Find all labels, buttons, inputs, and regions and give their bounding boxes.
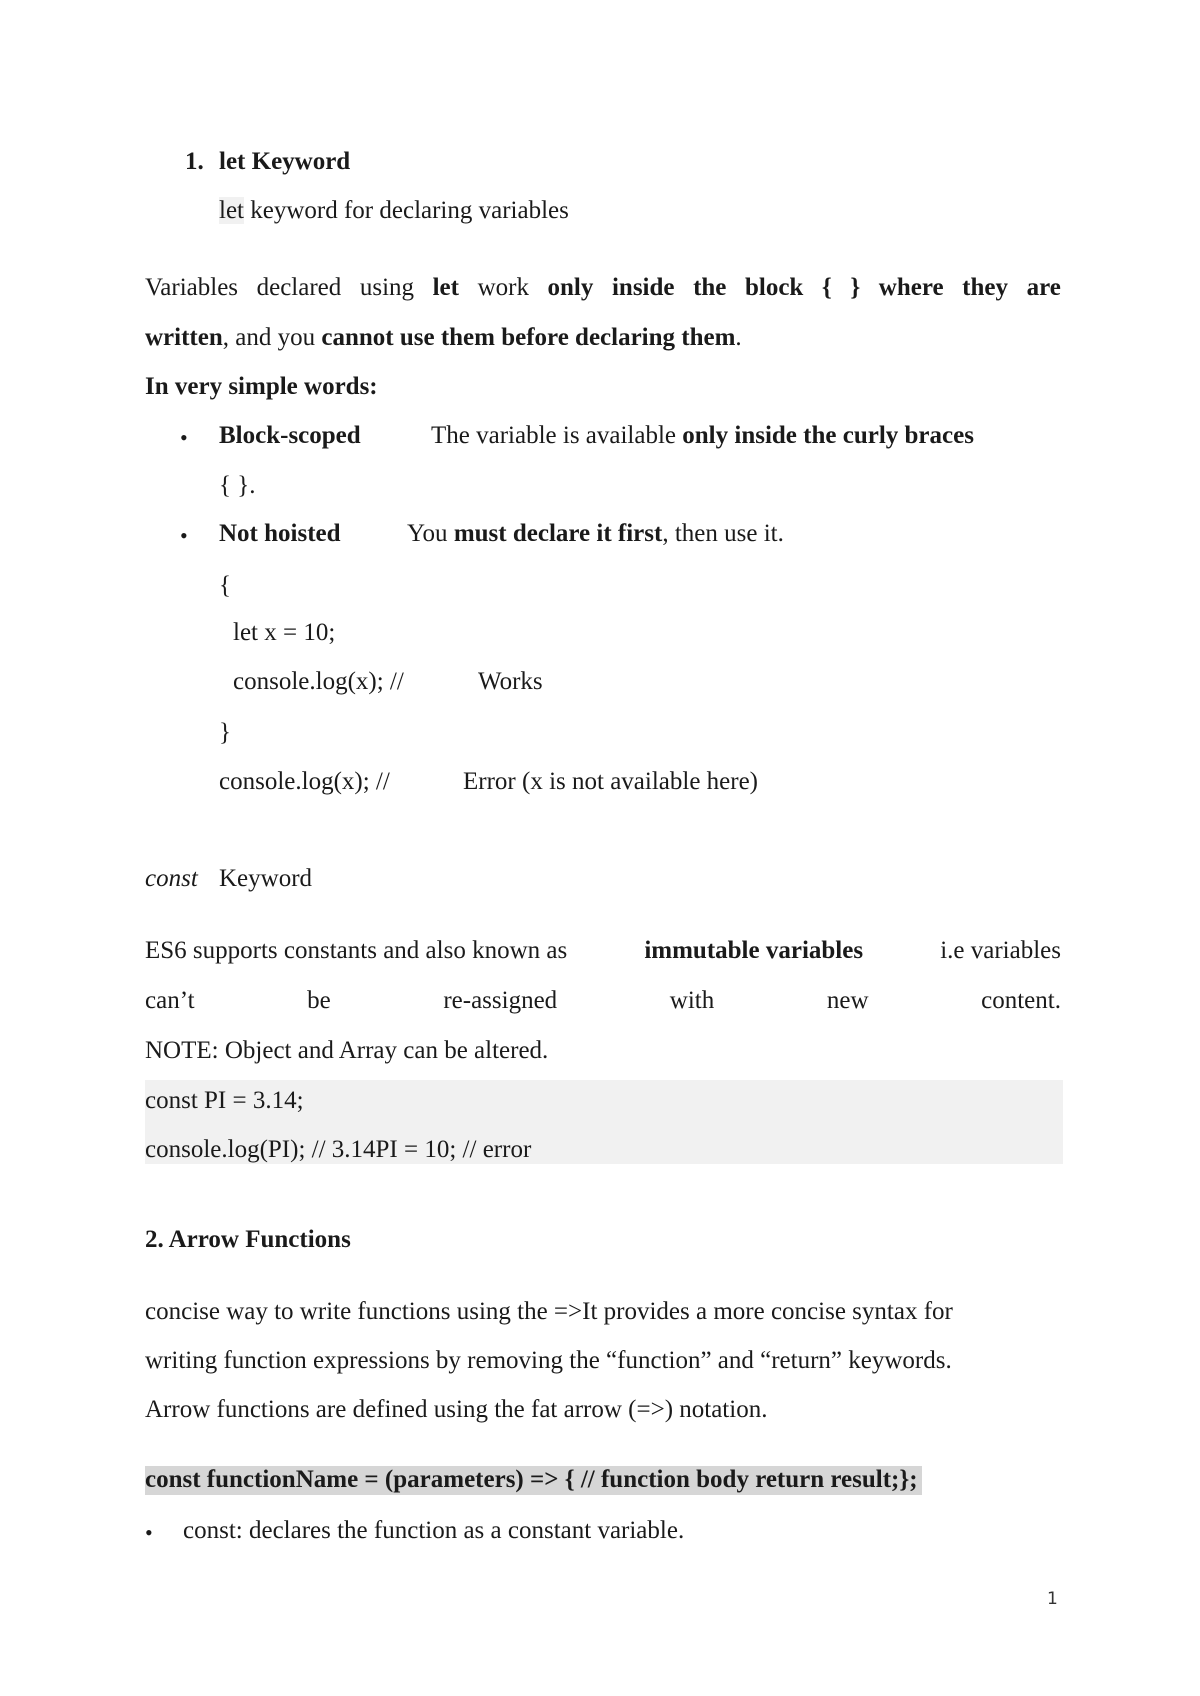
bullet-marker: • (180, 425, 188, 450)
bullet-1-label: Block-scoped (219, 422, 361, 449)
const-line-1: ES6 supports constants and also known as immutable variables i.e variables (145, 937, 1061, 964)
subtitle-text: keyword for declaring variables (244, 197, 569, 224)
syntax-line: const functionName = (parameters) => { // function body return result;}; (145, 1466, 922, 1495)
code-block (145, 1080, 1063, 1164)
paragraph-line-2: written, and you cannot use them before declaring them. (145, 324, 742, 351)
bullet-marker: • (180, 523, 188, 548)
page-number: 1 (1047, 1589, 1058, 1609)
section-1-number: 1. (185, 148, 204, 175)
code-block-line-1: const PI = 3.14; (145, 1087, 304, 1114)
section-2-line-2: writing function expressions by removing the “function” and “return” keywords. (145, 1347, 952, 1374)
section-1-subtitle (219, 197, 569, 226)
bullet-1-continuation: { }. (219, 472, 256, 499)
const-note: NOTE: Object and Array can be altered. (145, 1037, 549, 1064)
const-line-2: can’t be re-assigned with new content. (145, 987, 1061, 1014)
code-line: } (219, 719, 231, 746)
code-block-line-2: console.log(PI); // 3.14PI = 10; // error (145, 1136, 532, 1163)
section-1-heading: let Keyword (219, 148, 351, 175)
section-2-heading: 2. Arrow Functions (145, 1226, 351, 1253)
const-keyword: const (145, 865, 198, 892)
code-comment: Error (x is not available here) (463, 768, 759, 795)
section-2-line-3: Arrow functions are defined using the fat arrow (=>) notation. (145, 1396, 768, 1423)
code-comment: Works (478, 668, 543, 695)
let-code-span: let (219, 197, 244, 224)
bullet-2-text: You must declare it first, then use it. (407, 520, 784, 547)
code-line: { (219, 572, 231, 599)
code-line: let x = 10; (233, 619, 336, 646)
code-line: console.log(x); // (219, 768, 390, 795)
const-heading: Keyword (219, 865, 313, 892)
bullet-2-label: Not hoisted (219, 520, 341, 547)
code-line: console.log(x); // (233, 668, 404, 695)
section-2-bullet-1: const: declares the function as a constant variable. (183, 1517, 685, 1544)
bullet-marker: • (145, 1520, 153, 1545)
section-2-line-1: concise way to write functions using the =>It provides a more concise syntax for (145, 1298, 953, 1325)
simple-words-heading: In very simple words: (145, 373, 378, 400)
bullet-1-text: The variable is available only inside the curly braces (431, 422, 974, 449)
paragraph-line-1: Variables declared using let work only inside the block { } where they are (145, 274, 1061, 301)
